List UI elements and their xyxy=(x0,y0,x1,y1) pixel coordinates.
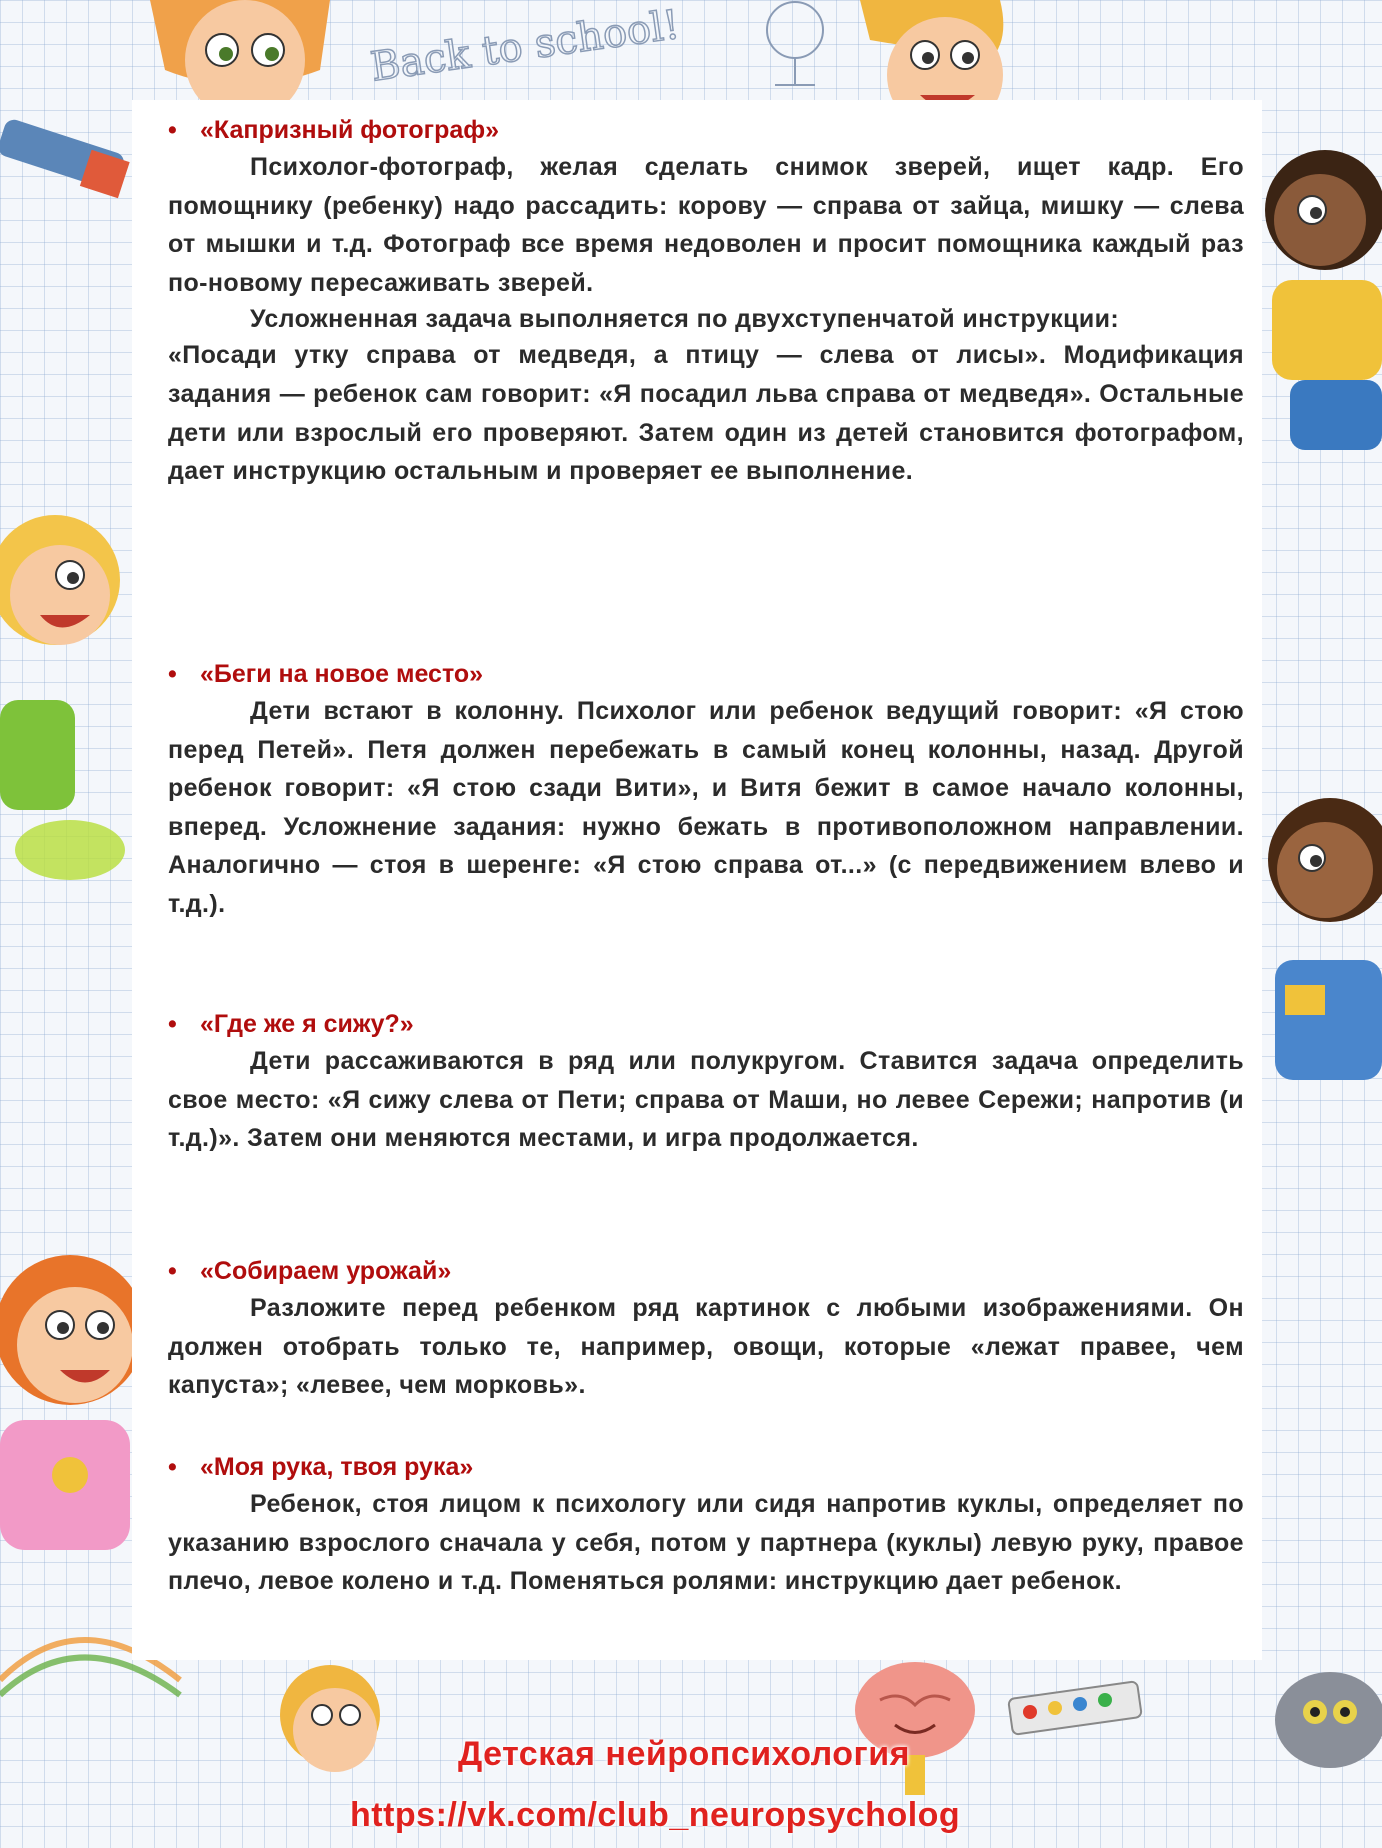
exercise-title: • «Капризный фотограф» xyxy=(168,112,1244,148)
exercise-title: • «Беги на новое место» xyxy=(168,656,1244,692)
globe-icon xyxy=(767,2,823,85)
exercise-paragraph: Усложненная задача выполняется по двухступенчатой инструкции: xyxy=(250,305,1120,334)
exercise-paragraph: Психолог-фотограф, желая сделать снимок зверей, ищет кадр. Его помощнику (ребенку) надо рассадить: корову — справа от зайца, мишку — слева от мышки и т.д. Фотограф все время недоволен и просит помощника каждый раз по-новому пересаживать зверей. xyxy=(168,153,1244,297)
footer-brand-title: Детская нейропсихология xyxy=(458,1735,910,1773)
kid-illustration-bottom-center xyxy=(280,1665,380,1772)
exercise-paragraph: Ребенок, стоя лицом к психологу или сидя напротив куклы, определяет по указанию взрослого сначала у себя, потом у партнера (куклы) левую руку, правое плечо, левое колено и т.д. Поменяться ролями: инструкцию дает ребенок. xyxy=(168,1490,1244,1596)
cat-illustration xyxy=(1275,1672,1382,1768)
exercise-title: • «Моя рука, твоя рука» xyxy=(168,1449,1244,1485)
kid-illustration-left-middle xyxy=(0,515,125,880)
exercise-harvest xyxy=(168,1253,1244,1405)
kid-illustration-right-top xyxy=(1265,150,1382,450)
pencil-icon xyxy=(0,117,130,198)
back-to-school-doodle-text: Back to school! xyxy=(367,1,683,91)
exercise-paragraph: Дети встают в колонну. Психолог или ребенок ведущий говорит: «Я стою перед Петей». Петя должен перебежать в самый конец колонны, назад. Другой ребенок говорит: «Я стою сзади Вити», и Витя бежит в самое начало колонны, вперед. Усложнение задания: нужно бежать в противоположном направлении. Аналогично — стоя в шеренге: «Я стою справа от...» (с передвижением влево и т.д.). xyxy=(168,697,1244,918)
paint-palette-icon xyxy=(1008,1681,1142,1735)
footer-vk-link[interactable]: https://vk.com/club_neuropsycholog xyxy=(350,1796,961,1834)
exercise-where-do-i-sit xyxy=(168,1006,1244,1158)
kid-illustration-right-middle xyxy=(1268,798,1382,1080)
exercise-title: • «Где же я сижу?» xyxy=(168,1006,1244,1042)
exercise-paragraph: «Посади утку справа от медведя, а птицу — слева от лисы». Модификация задания — ребенок сам говорит: «Я посадил льва справа от медведя». Остальные дети или взрослый его проверяют. Затем один из детей становится фотографом, дает инструкцию остальным и проверяет ее выполнение. xyxy=(168,341,1244,486)
brain-mascot-icon xyxy=(855,1662,975,1795)
content-panel xyxy=(132,100,1262,1660)
exercise-paragraph: Дети рассаживаются в ряд или полукругом. Ставится задача определить свое место: «Я сижу слева от Пети; справа от Маши, но левее Сережи; напротив (и т.д.)». Затем они меняются местами, и игра продолжается. xyxy=(168,1047,1244,1153)
kid-illustration-left-bottom xyxy=(0,1255,145,1550)
exercise-capricious-photographer xyxy=(168,112,1244,491)
exercise-paragraph: Разложите перед ребенком ряд картинок с любыми изображениями. Он должен отобрать только те, например, овощи, которые «лежат правее, чем капуста»; «левее, чем морковь». xyxy=(168,1294,1244,1400)
exercise-my-hand-your-hand xyxy=(168,1449,1244,1601)
exercise-title: • «Собираем урожай» xyxy=(168,1253,1244,1289)
exercise-run-to-new-place xyxy=(168,656,1244,924)
